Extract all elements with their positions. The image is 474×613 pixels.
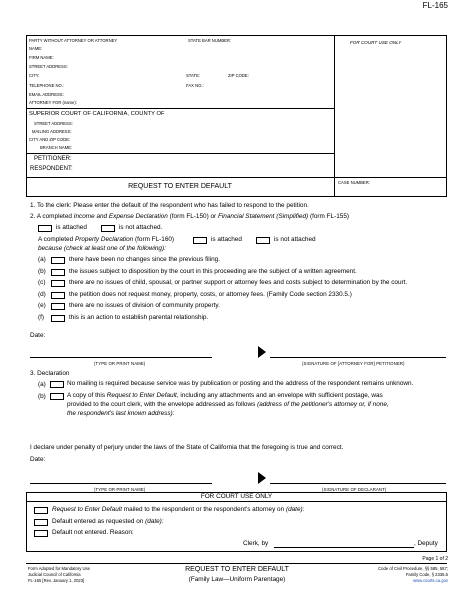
option-letter: (b) bbox=[38, 267, 46, 275]
decl-b-doc: Request to Enter Default, bbox=[106, 392, 179, 399]
sig-caption-1: (SIGNATURE OF [ATTORNEY FOR] PETITIONER) bbox=[302, 361, 405, 366]
mailed-doc: Request to Enter Default bbox=[52, 506, 122, 513]
mailing-label: MAILING ADDRESS: bbox=[32, 129, 72, 134]
option-checkbox[interactable] bbox=[51, 269, 65, 276]
entered-text: Default entered as requested on bbox=[52, 518, 144, 525]
clerk-label: Clerk, by bbox=[243, 540, 269, 547]
name-caption-1: (TYPE OR PRINT NAME) bbox=[94, 361, 146, 366]
not-entered-text: Default not entered. Reason: bbox=[52, 529, 134, 536]
option-text: there have been no changes since the previous filing. bbox=[69, 256, 220, 263]
option-letter: (e) bbox=[38, 302, 46, 309]
entered-row bbox=[52, 518, 164, 525]
decl-b-line2-i: (address of the petitioner's attorney or, if none, bbox=[257, 401, 389, 408]
ied-attached-checkbox[interactable] bbox=[38, 225, 52, 232]
decl-b-pre: A copy of this bbox=[67, 392, 106, 399]
option-checkbox[interactable] bbox=[51, 280, 65, 287]
ied-not-attached-checkbox[interactable] bbox=[101, 225, 115, 232]
branch-label: BRANCH NAME: bbox=[40, 145, 73, 150]
option-checkbox[interactable] bbox=[51, 257, 65, 264]
item-1-text: 1. To the clerk: Please enter the default of the respondent who has failed to respond to the petition. bbox=[30, 202, 309, 209]
decl-b-post: including any attachments and an envelope with sufficient postage, was bbox=[180, 392, 383, 399]
fax-label: FAX NO.: bbox=[186, 83, 204, 88]
entered-checkbox[interactable] bbox=[34, 519, 48, 526]
street-label: STREET ADDRESS: bbox=[29, 64, 68, 69]
attorney-for-label: ATTORNEY FOR (name): bbox=[29, 100, 77, 105]
footer-right-1: Code of Civil Procedure, §§ 585, 587; bbox=[378, 566, 448, 571]
option-letter: (c) bbox=[38, 279, 46, 286]
pd-not-attached-checkbox[interactable] bbox=[256, 237, 270, 244]
ied-attached-label: is attached bbox=[56, 224, 87, 231]
item-2-line bbox=[30, 213, 349, 220]
city-label: CITY: bbox=[29, 73, 40, 78]
option-text: this is an action to establish parental relationship. bbox=[69, 313, 209, 321]
deputy-label: , Deputy bbox=[414, 540, 438, 547]
fs-name: Financial Statement (Simplified) bbox=[217, 213, 309, 220]
form-title: REQUEST TO ENTER DEFAULT bbox=[128, 183, 232, 190]
arrow-marker-1 bbox=[258, 346, 266, 358]
decl-b-line2 bbox=[67, 401, 389, 408]
pd-attached-checkbox[interactable] bbox=[193, 237, 207, 244]
name-label: NAME: bbox=[29, 46, 43, 51]
pd-attached-label: is attached bbox=[211, 236, 242, 243]
footer-left-1: Form Adopted for Mandatory Use bbox=[28, 566, 90, 571]
form-number: FL-165 bbox=[422, 1, 448, 10]
court-section-rule bbox=[26, 108, 334, 109]
date-label-2: Date: bbox=[30, 456, 46, 463]
option-text: there are no issues of child, spousal, or partner support or attorney fees and costs subject to determination by the court. bbox=[69, 279, 408, 286]
cityzip-label: CITY AND ZIP CODE: bbox=[29, 137, 71, 142]
court-label: SUPERIOR COURT OF CALIFORNIA, COUNTY OF bbox=[29, 111, 165, 117]
footer-rule bbox=[26, 563, 447, 564]
clerk-line bbox=[274, 547, 414, 548]
sig-caption-2: (SIGNATURE OF DECLARANT) bbox=[322, 487, 387, 492]
footer-right-2: Family Code, § 2335.5 bbox=[405, 572, 448, 577]
court-use-heading-rule bbox=[26, 501, 447, 502]
date-label-1: Date: bbox=[30, 332, 46, 339]
footer-title: REQUEST TO ENTER DEFAULT bbox=[185, 566, 289, 573]
mailed-text: mailed to the respondent or the respondent's attorney on bbox=[123, 506, 285, 513]
option-checkbox[interactable] bbox=[51, 292, 65, 299]
ied-name: Income and Expense Declaration bbox=[73, 213, 168, 220]
option-checkbox[interactable] bbox=[51, 315, 65, 322]
footer-left-3: FL-165 [Rev. January 1, 2023] bbox=[28, 578, 85, 583]
name-line-2 bbox=[30, 483, 212, 484]
option-letter: (a) bbox=[38, 256, 46, 263]
case-number-label: CASE NUMBER: bbox=[338, 180, 370, 185]
item-2-lead: 2. A completed bbox=[30, 213, 72, 220]
option-text: the issues subject to disposition by the court in this proceeding are the subject of a written agreement. bbox=[69, 267, 357, 275]
decl-b-line1 bbox=[67, 392, 383, 399]
arrow-marker-2 bbox=[258, 472, 266, 484]
mailed-row bbox=[52, 506, 304, 513]
pd-line bbox=[38, 236, 174, 243]
court-street-label: STREET ADDRESS: bbox=[34, 121, 73, 126]
decl-a-checkbox[interactable] bbox=[50, 381, 64, 388]
option-letter: (d) bbox=[38, 290, 46, 298]
decl-b-letter: (b) bbox=[38, 393, 46, 400]
signature-line-2 bbox=[270, 483, 446, 484]
because-text: because (check at least one of the following): bbox=[38, 245, 166, 252]
mailed-checkbox[interactable] bbox=[34, 507, 48, 514]
decl-b-checkbox[interactable] bbox=[50, 393, 64, 400]
page-number: Page 1 of 2 bbox=[422, 556, 448, 562]
pd-form: (form FL-160) bbox=[135, 236, 175, 243]
footer-subtitle: (Family Law—Uniform Parentage) bbox=[188, 576, 286, 583]
court-use-label: FOR COURT USE ONLY bbox=[350, 40, 402, 45]
mailed-date-label: (date): bbox=[285, 506, 305, 513]
decl-b-line3: the respondent's last known address): bbox=[67, 410, 175, 417]
petitioner-label: PETITIONER: bbox=[34, 156, 72, 162]
pd-lead: A completed bbox=[38, 236, 74, 243]
name-line-1 bbox=[30, 357, 212, 358]
state-bar-label: STATE BAR NUMBER: bbox=[188, 38, 232, 43]
ied-not-attached-label: is not attached. bbox=[119, 224, 163, 231]
option-text: there are no issues of division of community property. bbox=[69, 302, 220, 309]
not-entered-checkbox[interactable] bbox=[34, 530, 48, 537]
item-2-mid2: (form FL-155) bbox=[309, 213, 350, 220]
court-use-heading: FOR COURT USE ONLY bbox=[200, 493, 273, 500]
decl-b-line2-pre: provided to the court clerk, with the envelope addressed as follows bbox=[67, 401, 256, 408]
signature-line-1 bbox=[270, 357, 446, 358]
pd-name: Property Declaration bbox=[74, 236, 134, 243]
name-caption-2: (TYPE OR PRINT NAME) bbox=[94, 487, 146, 492]
caption-divider bbox=[334, 35, 335, 197]
pd-not-attached-label: is not attached bbox=[274, 236, 316, 243]
email-label: EMAIL ADDRESS: bbox=[29, 92, 64, 97]
decl-a-letter: (a) bbox=[38, 381, 46, 388]
phone-label: TELEPHONE NO.: bbox=[29, 83, 65, 88]
party-section-rule bbox=[26, 153, 334, 154]
firm-label: FIRM NAME: bbox=[29, 55, 54, 60]
declaration-label: 3. Declaration bbox=[30, 370, 70, 377]
zip-label: ZIP CODE: bbox=[228, 73, 249, 78]
item-2-mid1: (form FL-150) or bbox=[169, 213, 217, 220]
option-text: the petition does not request money, property, costs, or attorney fees. (Family Code section 2330.5.) bbox=[69, 290, 352, 298]
option-checkbox[interactable] bbox=[51, 303, 65, 310]
option-letter: (f) bbox=[38, 313, 45, 321]
courts-link[interactable]: www.courts.ca.gov bbox=[413, 578, 448, 583]
footer-left-2: Judicial Council of California bbox=[28, 572, 81, 577]
entered-date-label: (date): bbox=[145, 518, 164, 525]
perjury-statement: I declare under penalty of perjury under the laws of the State of California that the foregoing is true and correct. bbox=[30, 444, 344, 451]
party-label: PARTY WITHOUT ATTORNEY OR ATTORNEY bbox=[29, 38, 118, 43]
decl-a-text: No mailing is required because service was by publication or posting and the address of the respondent remains unknown. bbox=[67, 380, 414, 387]
title-rule-top bbox=[26, 177, 447, 178]
respondent-label: RESPONDENT: bbox=[30, 166, 73, 172]
state-label: STATE: bbox=[186, 73, 201, 78]
